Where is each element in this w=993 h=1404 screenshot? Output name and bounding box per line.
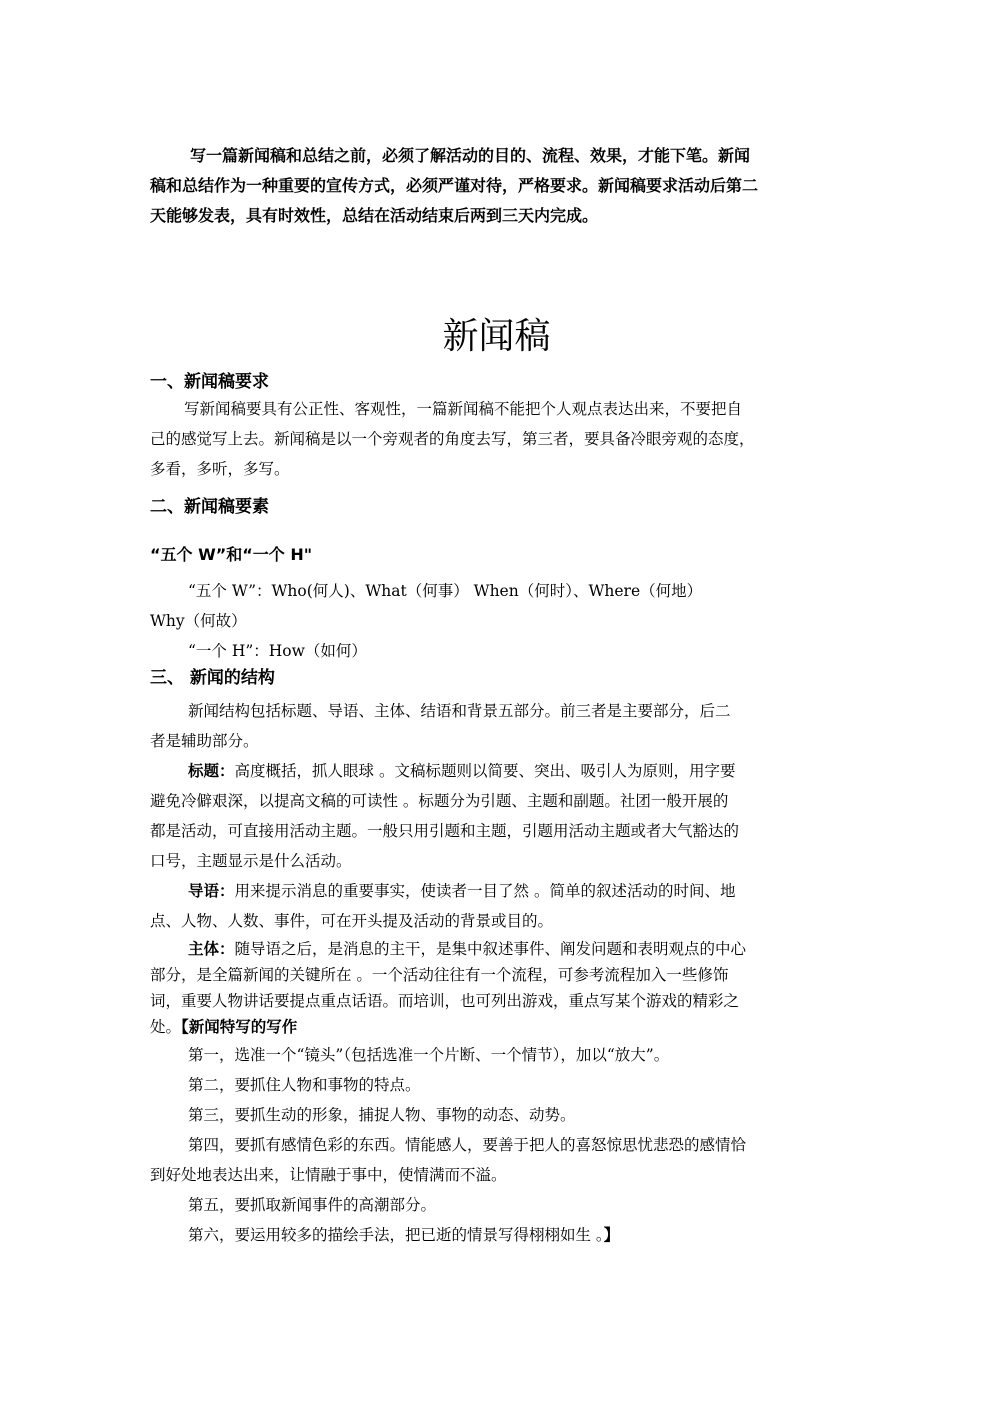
five-w-why-line: Why（何故） <box>150 612 247 630</box>
intro-paragraph <box>150 141 850 231</box>
section1-heading: 一、新闻稿要求 <box>150 372 269 392</box>
section2-heading: 二、新闻稿要素 <box>150 497 269 517</box>
one-h-line: “一个 H”：How（如何） <box>188 642 367 660</box>
section1-line-2: 己的感觉写上去。新闻稿是以一个旁观者的角度去写，第三者，要具备冷眼旁观的态度， <box>150 430 755 448</box>
feature-heading: 【新闻特写的写作 <box>181 1017 298 1036</box>
section3-heading: 三、 新闻的结构 <box>150 668 275 688</box>
intro-line-1: 写一篇新闻稿和总结之前，必须了解活动的目的、流程、效果，才能下笔。新闻 <box>190 146 751 165</box>
feature-item-5: 第五，要抓取新闻事件的高潮部分。 <box>188 1196 437 1214</box>
section1-line-1: 写新闻稿要具有公正性、客观性，一篇新闻稿不能把个人观点表达出来，不要把自 <box>184 400 743 418</box>
section1-paragraph <box>150 394 850 484</box>
five-w-line: “五个 W”：Who(何人)、What（何事） When（何时）、Where（何地） <box>188 582 703 600</box>
title-part-line-4: 口号，主题显示是什么活动。 <box>150 852 352 870</box>
feature-close-bracket: 】 <box>603 1225 620 1244</box>
body-part-line-4: 处。【新闻特写的写作 <box>150 1017 298 1036</box>
title-part-line-3: 都是活动，可直接用活动主题。一般只用引题和主题，引题用活动主题或者大气豁达的 <box>150 822 740 840</box>
feature-item-3: 第三，要抓生动的形象，捕捉人物、事物的动态、动势。 <box>188 1106 576 1124</box>
body-part-line-1: 主体：随导语之后，是消息的主干，是集中叙述事件、阐发问题和表明观点的中心 <box>188 939 747 958</box>
title-part-line-2: 避免冷僻艰深，以提高文稿的可读性 。标题分为引题、主题和副题。社团一般开展的 <box>150 792 729 810</box>
section1-line-3: 多看，多听，多写。 <box>150 460 290 478</box>
title-part-line-1: 标题：高度概括，抓人眼球 。文稿标题则以简要、突出、吸引人为原则，用字要 <box>188 761 736 780</box>
title-part-label: 标题： <box>188 761 235 780</box>
page-title: 新闻稿 <box>442 316 551 357</box>
feature-item-4: 第四，要抓有感情色彩的东西。情能感人，要善于把人的喜怒惊思忧悲恐的感情恰 <box>188 1136 747 1154</box>
section2-paragraph <box>150 576 850 666</box>
structure-line-2: 者是辅助部分。 <box>150 732 259 750</box>
section3-body <box>150 696 850 1250</box>
body-part-line-2: 部分，是全篇新闻的关键所在 。一个活动往往有一个流程，可参考流程加入一些修饰 <box>150 966 729 984</box>
feature-item-4-cont: 到好处地表达出来，让情融于事中，使情满而不溢。 <box>150 1166 507 1184</box>
feature-item-2: 第二，要抓住人物和事物的特点。 <box>188 1076 421 1094</box>
section2-subheading: “五个 W”和“一个 H" <box>150 545 313 564</box>
structure-line-1: 新闻结构包括标题、导语、主体、结语和背景五部分。前三者是主要部分，后二 <box>188 702 731 720</box>
intro-line-3: 天能够发表，具有时效性，总结在活动结束后两到三天内完成。 <box>150 206 599 225</box>
lead-part-line-2: 点、人物、人数、事件，可在开头提及活动的背景或目的。 <box>150 912 554 930</box>
feature-item-6: 第六，要运用较多的描绘手法，把已逝的情景写得栩栩如生 。】 <box>188 1225 620 1244</box>
intro-line-2: 稿和总结作为一种重要的宣传方式，必须严谨对待，严格要求。新闻稿要求活动后第二 <box>150 176 759 195</box>
body-part-line-3: 词，重要人物讲话要提点重点话语。而培训，也可列出游戏，重点写某个游戏的精彩之 <box>150 992 740 1010</box>
lead-part-line-1: 导语：用来提示消息的重要事实，使读者一目了然 。简单的叙述活动的时间、地 <box>188 881 736 900</box>
body-part-label: 主体： <box>188 939 235 958</box>
lead-part-label: 导语： <box>188 881 235 900</box>
feature-item-1: 第一，选准一个“镜头”（包括选准一个片断、一个情节），加以“放大”。 <box>188 1046 670 1064</box>
